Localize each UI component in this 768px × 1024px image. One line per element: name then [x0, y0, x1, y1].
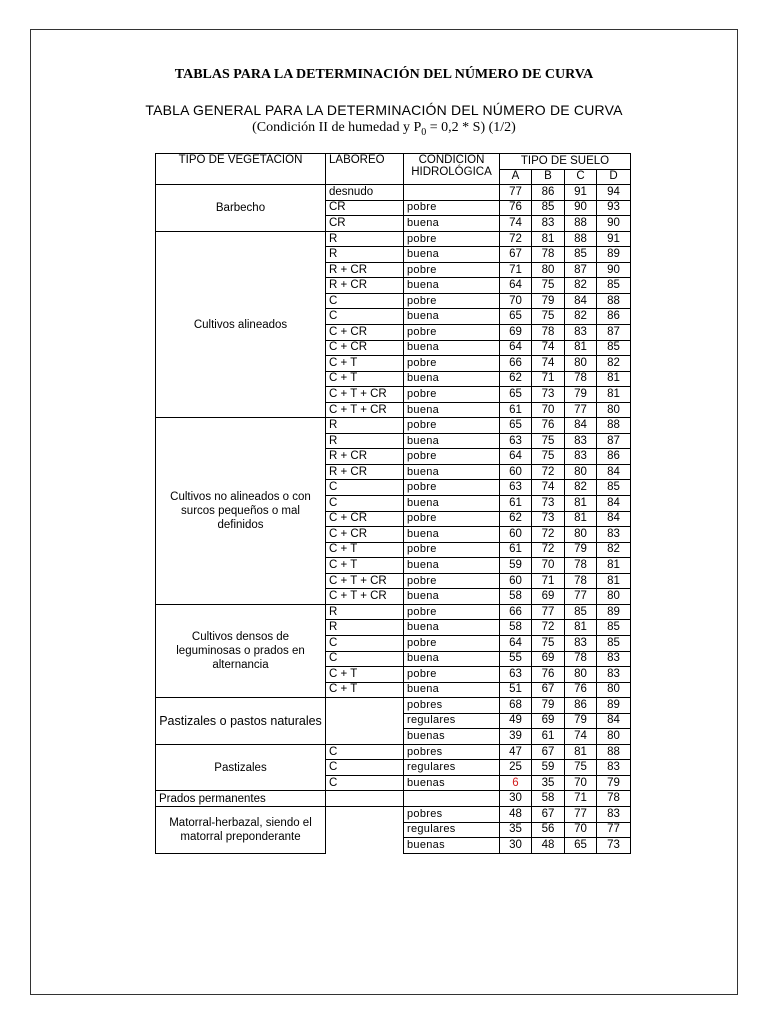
condicion-cell: buena [404, 558, 500, 574]
laboreo-cell: C + T [326, 542, 404, 558]
soil-value-c: 84 [565, 418, 597, 434]
soil-value-b: 56 [532, 822, 565, 838]
group-cell-cultivos_no_alineados: Cultivos no alineados o con surcos pequeños o mal definidos [156, 418, 326, 605]
soil-value-d: 82 [597, 542, 631, 558]
soil-value-a: 60 [500, 573, 532, 589]
condicion-cell: pobre [404, 325, 500, 341]
soil-value-c: 74 [565, 729, 597, 745]
soil-value-b: 78 [532, 247, 565, 263]
condicion-cell: buena [404, 527, 500, 543]
header-laboreo: LABOREO [326, 154, 404, 185]
soil-value-b: 67 [532, 806, 565, 822]
soil-value-d: 84 [597, 511, 631, 527]
soil-value-b: 72 [532, 542, 565, 558]
laboreo-cell: C + T + CR [326, 387, 404, 403]
condicion-cell: regulares [404, 760, 500, 776]
soil-value-a: 69 [500, 325, 532, 341]
soil-value-a: 66 [500, 604, 532, 620]
soil-value-a: 25 [500, 760, 532, 776]
soil-value-b: 79 [532, 698, 565, 714]
soil-value-c: 83 [565, 449, 597, 465]
condicion-cell [404, 791, 500, 807]
laboreo-cell: CR [326, 216, 404, 232]
soil-value-d: 81 [597, 558, 631, 574]
soil-value-b: 75 [532, 449, 565, 465]
condicion-cell: pobre [404, 480, 500, 496]
soil-value-c: 80 [565, 667, 597, 683]
soil-value-d: 90 [597, 262, 631, 278]
group-cell-prados_permanentes: Prados permanentes [156, 791, 326, 807]
table-body [156, 154, 631, 854]
condicion-cell: buena [404, 651, 500, 667]
soil-value-a: 74 [500, 216, 532, 232]
condicion-cell: buena [404, 589, 500, 605]
laboreo-cell: C + T [326, 371, 404, 387]
soil-value-d: 84 [597, 496, 631, 512]
laboreo-cell: C [326, 760, 404, 776]
soil-value-a: 63 [500, 480, 532, 496]
laboreo-cell [326, 698, 404, 745]
soil-value-c: 75 [565, 760, 597, 776]
soil-value-d: 84 [597, 713, 631, 729]
table-row [156, 791, 631, 807]
condicion-cell: buena [404, 278, 500, 294]
soil-value-a: 66 [500, 356, 532, 372]
soil-value-a: 6 [500, 775, 532, 791]
soil-value-b: 72 [532, 620, 565, 636]
condicion-cell: buena [404, 216, 500, 232]
soil-value-a: 62 [500, 371, 532, 387]
soil-value-d: 90 [597, 216, 631, 232]
soil-value-c: 88 [565, 216, 597, 232]
soil-value-a: 61 [500, 496, 532, 512]
laboreo-cell: C [326, 480, 404, 496]
soil-value-a: 64 [500, 635, 532, 651]
soil-value-b: 69 [532, 589, 565, 605]
soil-value-d: 81 [597, 573, 631, 589]
laboreo-cell: C [326, 496, 404, 512]
soil-value-a: 72 [500, 231, 532, 247]
soil-value-a: 63 [500, 667, 532, 683]
soil-value-a: 65 [500, 418, 532, 434]
soil-value-d: 83 [597, 760, 631, 776]
soil-value-c: 78 [565, 558, 597, 574]
laboreo-cell: C + T + CR [326, 402, 404, 418]
header-soil-b: B [532, 169, 565, 185]
laboreo-cell: C [326, 744, 404, 760]
soil-value-c: 83 [565, 433, 597, 449]
condicion-cell: regulares [404, 713, 500, 729]
condicion-cell: buena [404, 340, 500, 356]
soil-value-b: 71 [532, 573, 565, 589]
soil-value-c: 79 [565, 387, 597, 403]
soil-value-b: 78 [532, 325, 565, 341]
soil-value-d: 87 [597, 325, 631, 341]
soil-value-a: 64 [500, 449, 532, 465]
soil-value-c: 81 [565, 511, 597, 527]
soil-value-c: 81 [565, 340, 597, 356]
soil-value-a: 77 [500, 185, 532, 201]
header-tipo-suelo: TIPO DE SUELO [500, 154, 631, 170]
soil-value-b: 72 [532, 527, 565, 543]
soil-value-c: 80 [565, 527, 597, 543]
soil-value-b: 74 [532, 356, 565, 372]
group-cell-pastizales: Pastizales [156, 744, 326, 791]
soil-value-c: 77 [565, 589, 597, 605]
soil-value-c: 81 [565, 496, 597, 512]
soil-value-a: 30 [500, 791, 532, 807]
soil-value-c: 91 [565, 185, 597, 201]
condicion-cell: buena [404, 371, 500, 387]
condicion-cell: pobre [404, 604, 500, 620]
soil-value-d: 77 [597, 822, 631, 838]
soil-value-c: 82 [565, 278, 597, 294]
laboreo-cell: R + CR [326, 464, 404, 480]
soil-value-b: 74 [532, 340, 565, 356]
header-condicion: CONDICIÓN HIDROLÓGICA [404, 154, 500, 185]
soil-value-b: 79 [532, 293, 565, 309]
laboreo-cell: C [326, 651, 404, 667]
soil-value-b: 61 [532, 729, 565, 745]
soil-value-d: 85 [597, 620, 631, 636]
table-row [156, 418, 631, 434]
soil-value-b: 58 [532, 791, 565, 807]
soil-value-d: 80 [597, 729, 631, 745]
soil-value-b: 74 [532, 480, 565, 496]
soil-value-b: 48 [532, 838, 565, 854]
laboreo-cell: C + T [326, 558, 404, 574]
table-condition: (Condición II de humedad y $P_0 = 0,2 * S$) (1/2) [252, 120, 516, 138]
table-row [156, 698, 631, 714]
soil-value-d: 80 [597, 589, 631, 605]
soil-value-b: 73 [532, 387, 565, 403]
soil-value-b: 73 [532, 511, 565, 527]
laboreo-cell: C [326, 293, 404, 309]
soil-value-b: 76 [532, 418, 565, 434]
soil-value-c: 76 [565, 682, 597, 698]
soil-value-d: 94 [597, 185, 631, 201]
table-title: TABLA GENERAL PARA LA DETERMINACIÓN DEL NÚMERO DE CURVA [145, 102, 623, 118]
soil-value-a: 48 [500, 806, 532, 822]
laboreo-cell: R [326, 433, 404, 449]
soil-value-c: 84 [565, 293, 597, 309]
soil-value-a: 65 [500, 309, 532, 325]
soil-value-d: 85 [597, 635, 631, 651]
soil-value-c: 88 [565, 231, 597, 247]
soil-value-c: 77 [565, 806, 597, 822]
soil-value-b: 86 [532, 185, 565, 201]
header-soil-d: D [597, 169, 631, 185]
soil-value-a: 62 [500, 511, 532, 527]
soil-value-b: 83 [532, 216, 565, 232]
soil-value-c: 80 [565, 356, 597, 372]
soil-value-a: 58 [500, 620, 532, 636]
soil-value-c: 80 [565, 464, 597, 480]
soil-value-c: 83 [565, 635, 597, 651]
table-row [156, 744, 631, 760]
soil-value-a: 47 [500, 744, 532, 760]
soil-value-b: 76 [532, 667, 565, 683]
soil-value-b: 85 [532, 200, 565, 216]
soil-value-c: 79 [565, 713, 597, 729]
condicion-cell: buenas [404, 838, 500, 854]
soil-value-d: 91 [597, 231, 631, 247]
soil-value-d: 89 [597, 698, 631, 714]
soil-value-c: 90 [565, 200, 597, 216]
laboreo-cell: C + CR [326, 527, 404, 543]
soil-value-c: 85 [565, 247, 597, 263]
soil-value-a: 71 [500, 262, 532, 278]
soil-value-c: 81 [565, 620, 597, 636]
condicion-cell: buena [404, 496, 500, 512]
header-soil-c: C [565, 169, 597, 185]
soil-value-b: 75 [532, 635, 565, 651]
laboreo-cell: C [326, 775, 404, 791]
laboreo-cell: R + CR [326, 449, 404, 465]
soil-value-c: 86 [565, 698, 597, 714]
soil-value-c: 83 [565, 325, 597, 341]
soil-value-b: 70 [532, 558, 565, 574]
soil-value-b: 77 [532, 604, 565, 620]
soil-value-b: 71 [532, 371, 565, 387]
condicion-cell: pobre [404, 262, 500, 278]
soil-value-c: 82 [565, 309, 597, 325]
condicion-cell: pobres [404, 744, 500, 760]
soil-value-c: 70 [565, 775, 597, 791]
soil-value-a: 55 [500, 651, 532, 667]
group-cell-pastizales_pastos: Pastizales o pastos naturales [156, 698, 326, 745]
soil-value-c: 77 [565, 402, 597, 418]
condicion-cell: buena [404, 682, 500, 698]
soil-value-b: 72 [532, 464, 565, 480]
table-row [156, 231, 631, 247]
laboreo-cell: C + T [326, 356, 404, 372]
header-vegetation: TIPO DE VEGETACIÓN [156, 154, 326, 185]
soil-value-b: 69 [532, 651, 565, 667]
soil-value-a: 61 [500, 402, 532, 418]
group-cell-cultivos_densos: Cultivos densos de leguminosas o prados en alternancia [156, 604, 326, 697]
soil-value-d: 84 [597, 464, 631, 480]
condicion-cell: buena [404, 433, 500, 449]
soil-value-d: 87 [597, 433, 631, 449]
soil-value-c: 81 [565, 744, 597, 760]
soil-value-a: 64 [500, 278, 532, 294]
laboreo-cell: C + CR [326, 340, 404, 356]
laboreo-cell: C + T + CR [326, 589, 404, 605]
soil-value-a: 61 [500, 542, 532, 558]
condicion-cell: buena [404, 309, 500, 325]
soil-value-d: 85 [597, 480, 631, 496]
soil-value-b: 70 [532, 402, 565, 418]
condicion-cell: pobre [404, 635, 500, 651]
soil-value-b: 69 [532, 713, 565, 729]
condicion-cell: pobre [404, 387, 500, 403]
laboreo-cell: R [326, 604, 404, 620]
soil-value-a: 67 [500, 247, 532, 263]
condicion-cell: pobre [404, 231, 500, 247]
soil-value-d: 89 [597, 604, 631, 620]
condicion-cell: pobre [404, 200, 500, 216]
soil-value-d: 88 [597, 744, 631, 760]
soil-value-b: 59 [532, 760, 565, 776]
soil-value-d: 88 [597, 293, 631, 309]
soil-value-b: 75 [532, 309, 565, 325]
condicion-cell: buena [404, 247, 500, 263]
condicion-cell: pobre [404, 356, 500, 372]
soil-value-a: 68 [500, 698, 532, 714]
condicion-cell: regulares [404, 822, 500, 838]
condicion-cell: pobre [404, 667, 500, 683]
laboreo-cell [326, 791, 404, 807]
soil-value-a: 39 [500, 729, 532, 745]
table-row [156, 806, 631, 822]
soil-value-a: 76 [500, 200, 532, 216]
soil-value-d: 83 [597, 667, 631, 683]
soil-value-c: 78 [565, 371, 597, 387]
laboreo-cell: C + T [326, 667, 404, 683]
soil-value-d: 83 [597, 527, 631, 543]
soil-value-b: 67 [532, 744, 565, 760]
soil-value-c: 78 [565, 651, 597, 667]
soil-value-b: 67 [532, 682, 565, 698]
curve-number-table [155, 153, 631, 854]
soil-value-d: 81 [597, 387, 631, 403]
soil-value-b: 80 [532, 262, 565, 278]
header-row [156, 154, 631, 170]
soil-value-b: 35 [532, 775, 565, 791]
table-row [156, 185, 631, 201]
laboreo-cell: desnudo [326, 185, 404, 201]
soil-value-d: 86 [597, 449, 631, 465]
soil-value-a: 30 [500, 838, 532, 854]
soil-value-d: 78 [597, 791, 631, 807]
soil-value-a: 60 [500, 527, 532, 543]
laboreo-cell: R + CR [326, 262, 404, 278]
soil-value-c: 82 [565, 480, 597, 496]
laboreo-cell [326, 806, 404, 853]
laboreo-cell: C [326, 309, 404, 325]
soil-value-a: 59 [500, 558, 532, 574]
soil-value-d: 80 [597, 402, 631, 418]
condicion-cell: pobres [404, 806, 500, 822]
condicion-cell: pobre [404, 542, 500, 558]
laboreo-cell: R + CR [326, 278, 404, 294]
soil-value-b: 75 [532, 278, 565, 294]
table-row [156, 604, 631, 620]
soil-value-c: 65 [565, 838, 597, 854]
laboreo-cell: C + CR [326, 325, 404, 341]
soil-value-a: 70 [500, 293, 532, 309]
soil-value-d: 82 [597, 356, 631, 372]
soil-value-d: 89 [597, 247, 631, 263]
soil-value-b: 81 [532, 231, 565, 247]
laboreo-cell: C + T [326, 682, 404, 698]
soil-value-d: 83 [597, 806, 631, 822]
soil-value-a: 35 [500, 822, 532, 838]
condicion-cell: pobre [404, 511, 500, 527]
laboreo-cell: C + CR [326, 511, 404, 527]
soil-value-d: 73 [597, 838, 631, 854]
condicion-cell: buena [404, 464, 500, 480]
condicion-cell: buena [404, 402, 500, 418]
soil-value-a: 65 [500, 387, 532, 403]
page-title: TABLAS PARA LA DETERMINACIÓN DEL NÚMERO DE CURVA [174, 67, 594, 82]
soil-value-c: 78 [565, 573, 597, 589]
condicion-cell: pobre [404, 418, 500, 434]
soil-value-a: 60 [500, 464, 532, 480]
condicion-cell: pobre [404, 449, 500, 465]
soil-value-d: 83 [597, 651, 631, 667]
condicion-cell [404, 185, 500, 201]
soil-value-d: 81 [597, 371, 631, 387]
soil-value-c: 87 [565, 262, 597, 278]
condicion-cell: pobre [404, 293, 500, 309]
soil-value-d: 85 [597, 278, 631, 294]
soil-value-b: 75 [532, 433, 565, 449]
condicion-cell: pobre [404, 573, 500, 589]
soil-value-d: 93 [597, 200, 631, 216]
laboreo-cell: R [326, 620, 404, 636]
laboreo-cell: R [326, 418, 404, 434]
condicion-cell: buena [404, 620, 500, 636]
soil-value-a: 51 [500, 682, 532, 698]
soil-value-a: 64 [500, 340, 532, 356]
soil-value-d: 79 [597, 775, 631, 791]
laboreo-cell: R [326, 231, 404, 247]
soil-value-d: 85 [597, 340, 631, 356]
group-cell-barbecho: Barbecho [156, 185, 326, 232]
soil-value-a: 58 [500, 589, 532, 605]
group-cell-matorral: Matorral-herbazal, siendo el matorral preponderante [156, 806, 326, 853]
soil-value-b: 73 [532, 496, 565, 512]
condicion-cell: buenas [404, 775, 500, 791]
laboreo-cell: C + T + CR [326, 573, 404, 589]
laboreo-cell: R [326, 247, 404, 263]
group-cell-cultivos_alineados: Cultivos alineados [156, 231, 326, 418]
soil-value-d: 88 [597, 418, 631, 434]
soil-value-c: 71 [565, 791, 597, 807]
header-soil-a: A [500, 169, 532, 185]
soil-value-c: 79 [565, 542, 597, 558]
soil-value-a: 63 [500, 433, 532, 449]
laboreo-cell: CR [326, 200, 404, 216]
soil-value-d: 80 [597, 682, 631, 698]
condicion-cell: pobres [404, 698, 500, 714]
condicion-cell: buenas [404, 729, 500, 745]
soil-value-a: 49 [500, 713, 532, 729]
laboreo-cell: C [326, 635, 404, 651]
soil-value-c: 85 [565, 604, 597, 620]
soil-value-c: 70 [565, 822, 597, 838]
soil-value-d: 86 [597, 309, 631, 325]
